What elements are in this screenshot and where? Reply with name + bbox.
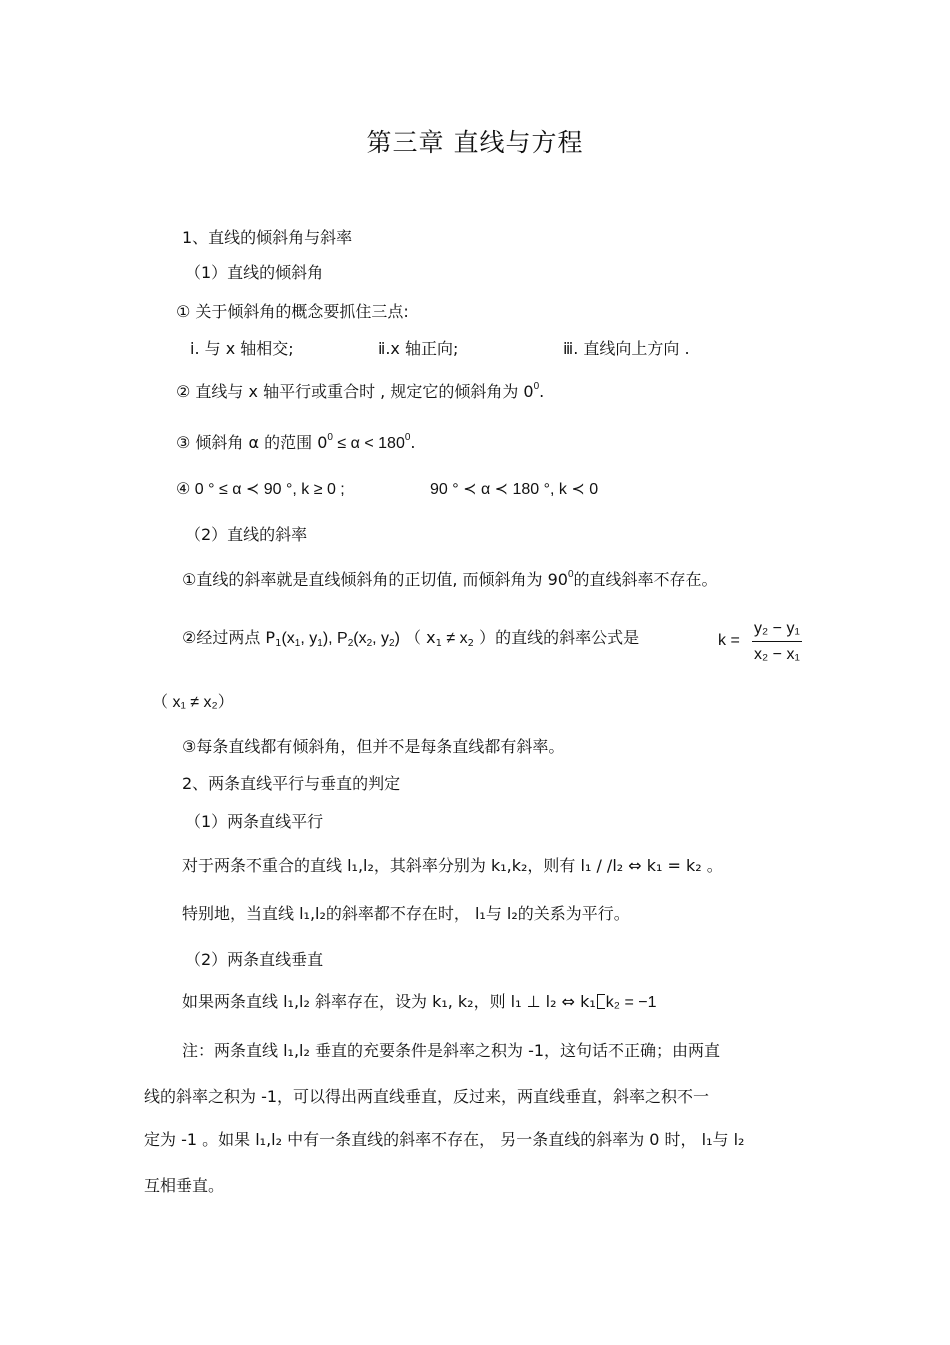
point-3-end: . xyxy=(410,433,416,452)
slope-point-2: ②经过两点 $P_1(x_1$, $y_1$), $P_2(x_2$, $y_2$) （ $x_1 \ne x_2$ ）的直线的斜率公式是 xyxy=(182,628,640,649)
degree-sup: 0 xyxy=(533,381,540,392)
slope-point-3: ③每条直线都有倾斜角，但并不是每条直线都有斜率。 xyxy=(182,737,565,756)
fraction-bar xyxy=(752,641,802,642)
formula-numerator: y₂ − y₁ xyxy=(754,620,800,637)
point-4-b: 90 ° ≺ α ≺ 180 °, k ≺ 0 xyxy=(430,481,599,498)
formula-k: k = xyxy=(718,632,740,649)
subheading-parallel: （1）两条直线平行 xyxy=(185,812,324,831)
slope-point-1-b: 的直线斜率不存在。 xyxy=(573,570,718,589)
point-1-ii: ⅱ.x 轴正向; xyxy=(378,339,459,358)
subheading-inclination: （1）直线的倾斜角 xyxy=(185,263,324,282)
degree-sup: 0 xyxy=(404,432,411,443)
subheading-slope: （2）直线的斜率 xyxy=(185,525,308,544)
parallel-special: 特别地，当直线 l₁,l₂的斜率都不存在时， l₁与 l₂的关系为平行。 xyxy=(182,904,630,923)
point-3-a: ③ 倾斜角 α 的范围 0 xyxy=(176,433,328,452)
point-1-iii: ⅲ. 直线向上方向 . xyxy=(563,339,690,358)
slope-formula xyxy=(718,620,808,666)
point-2 xyxy=(176,382,544,402)
point-3-b: ≤ α < 180 xyxy=(332,435,405,452)
degree-sup: 0 xyxy=(567,569,574,580)
section-heading-1: 1、直线的倾斜角与斜率 xyxy=(182,228,353,247)
point-4-a: ④ 0 ° ≤ α ≺ 90 °, k ≥ 0 ; xyxy=(176,481,345,498)
parallel-rule: 对于两条不重合的直线 l₁,l₂，其斜率分别为 k₁,k₂，则有 l₁ / /l₂ ⇔ k₁ = k₂ 。 xyxy=(182,856,723,875)
point-1-i: ⅰ. 与 x 轴相交; xyxy=(190,339,294,358)
slope-point-2-b: （ x xyxy=(405,628,436,647)
slope-condition: （ x₁ ≠ x₂） xyxy=(152,694,234,711)
point-3 xyxy=(176,433,416,454)
page-title: 第三章 直线与方程 xyxy=(366,128,584,157)
note-line-3: 定为 -1 。如果 l₁,l₂ 中有一条直线的斜率不存在， 另一条直线的斜率为 0 时， l₁与 l₂ xyxy=(144,1130,745,1149)
degree-sup: 0 xyxy=(327,432,333,443)
note-line-4: 互相垂直。 xyxy=(144,1176,225,1195)
subheading-perpendicular: （2）两条直线垂直 xyxy=(185,950,324,969)
point-2-text: ② 直线与 x 轴平行或重合时 , 规定它的倾斜角为 0 xyxy=(176,382,534,401)
note-line-1: 注：两条直线 l₁,l₂ 垂直的充要条件是斜率之积为 -1，这句话不正确；由两直 xyxy=(182,1041,721,1060)
section-heading-2: 2、两条直线平行与垂直的判定 xyxy=(182,774,401,793)
slope-point-1 xyxy=(182,570,718,590)
point-1: ① 关于倾斜角的概念要抓住三点: xyxy=(176,302,409,321)
perp-rule-b: k₂ = −1 xyxy=(605,994,657,1011)
slope-point-2-a: ②经过两点 P xyxy=(182,628,276,647)
slope-point-2-c: ）的直线的斜率公式是 xyxy=(479,628,640,647)
slope-point-1-a: ①直线的斜率就是直线倾斜角的正切值, 而倾斜角为 90 xyxy=(182,570,568,589)
perpendicular-rule xyxy=(182,992,656,1013)
note-line-2: 线的斜率之积为 -1，可以得出两直线垂直，反过来，两直线垂直，斜率之积不一 xyxy=(144,1087,710,1106)
point-2-end: . xyxy=(539,382,545,401)
perp-rule-a: 如果两条直线 l₁,l₂ 斜率存在，设为 k₁, k₂，则 l₁ ⊥ l₂ ⇔ k₁ xyxy=(182,992,596,1011)
product-dot-symbol xyxy=(597,994,605,1009)
formula-denominator: x₂ − x₁ xyxy=(754,646,800,663)
